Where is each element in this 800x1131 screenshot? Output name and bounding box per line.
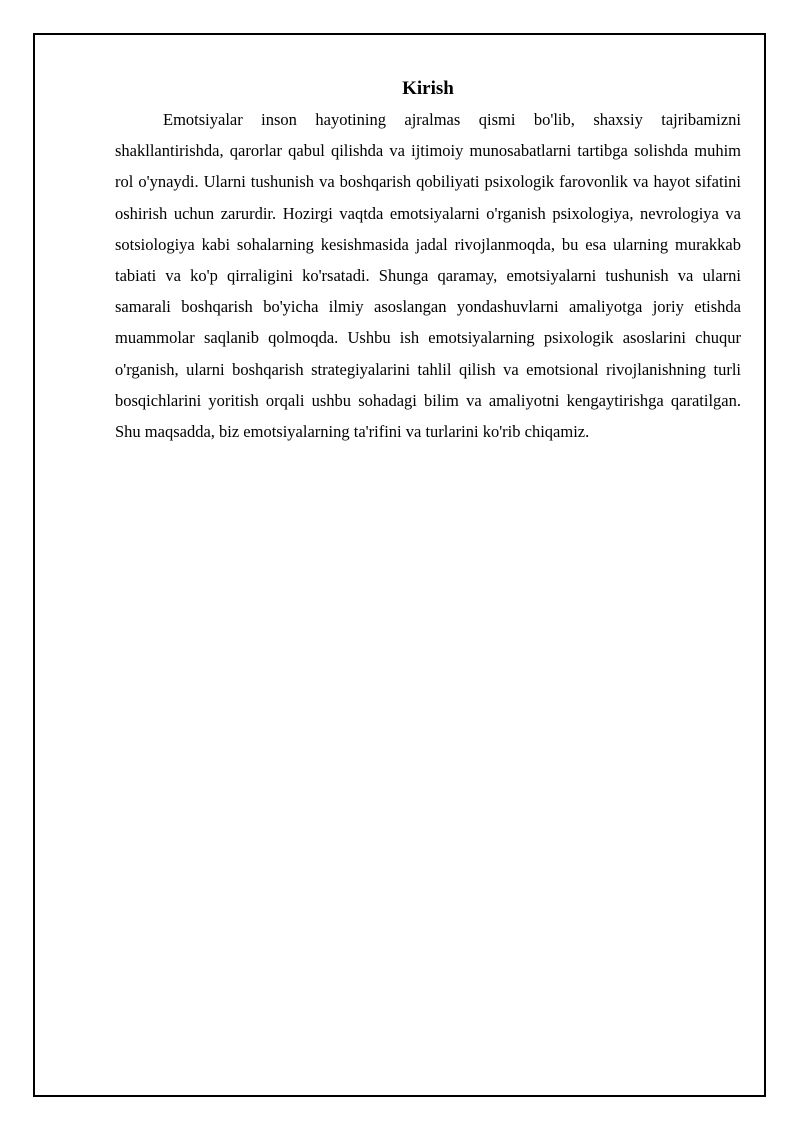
intro-paragraph: Emotsiyalar inson hayotining ajralmas qismi bo'lib, shaxsiy tajribamizni shakllantirishda, qarorlar qabul qilishda va ijtimoiy munosabatlarni tartibga solishda muhim rol o'ynaydi. Ularni tushunish va boshqarish qobiliyati psixologik farovonlik va hayot sifatini oshirish uchun zarurdir. Hozirgi vaqtda emotsiyalarni o'rganish psixologiya, nevrologiya va sotsiologiya kabi sohalarning kesishmasida jadal rivojlanmoqda, bu esa ularning murakkab tabiati va ko'p qirraligini ko'rsatadi. Shunga qaramay, emotsiyalarni tushunish va ularni samarali boshqarish bo'yicha ilmiy asoslangan yondashuvlarni amaliyotga joriy etishda muammolar saqlanib qolmoqda. Ushbu ish emotsiyalarning psixologik asoslarini chuqur o'rganish, ularni boshqarish strategiyalarini tahlil qilish va emotsional rivojlanishning turli bosqichlarini yoritish orqali ushbu sohadagi bilim va amaliyotni kengaytirishga qaratilgan. Shu maqsadda, biz emotsiyalarning ta'rifini va turlarini ko'rib chiqamiz. (115, 110, 741, 442)
section-title: Kirish (402, 78, 454, 99)
document-body (115, 74, 741, 447)
